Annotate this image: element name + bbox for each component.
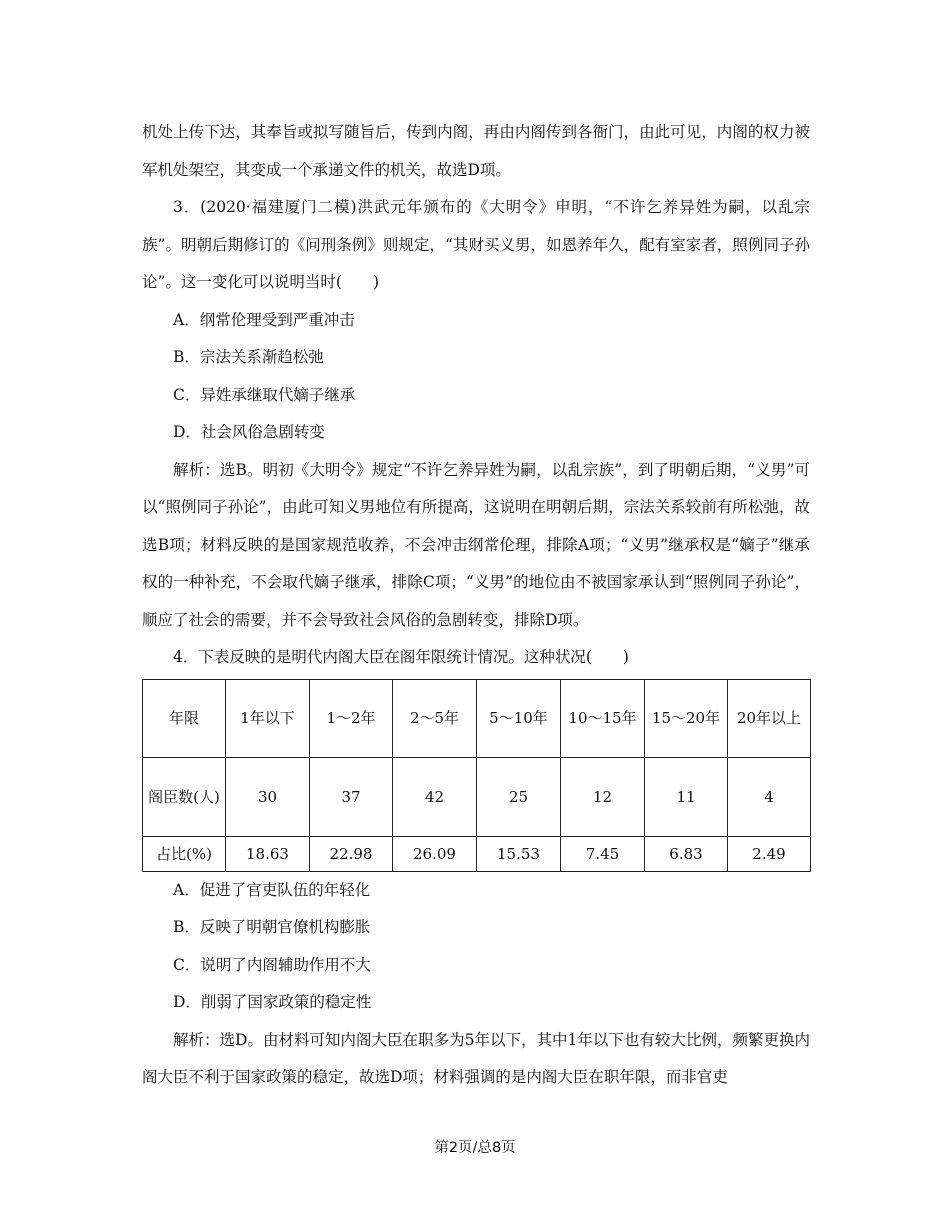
table-cell: 7.45	[561, 836, 645, 871]
page-footer: 第2页/总8页	[434, 1140, 516, 1156]
question-4-option-c: C．说明了内阁辅助作用不大	[173, 955, 371, 974]
question-3-option-a: A．纲常伦理受到严重冲击	[173, 310, 355, 329]
table-header-row	[143, 679, 811, 757]
table-cell: 阁臣数(人)	[143, 757, 226, 836]
question-3-option-d: D．社会风俗急剧转变	[173, 423, 325, 441]
question-3-option-c: C．异姓承继取代嫡子继承	[173, 385, 356, 404]
table-row	[143, 836, 811, 871]
table-cell: 4	[728, 757, 811, 836]
question-4-stem: 4．下表反映的是明代内阁大臣在阁年限统计情况。这种状况( )	[173, 648, 629, 666]
question-4-analysis: 解析：选D。由材料可知内阁大臣在职多为5年以下，其中1年以下也有较大比例，频繁更换内阁大臣不利于国家政策的稳定，故选D项；材料强调的是内阁大臣在职年限，而非官吏	[142, 1030, 810, 1086]
table-cell: 11	[645, 757, 728, 836]
table-cell: 12	[561, 757, 645, 836]
table-header-cell: 2～5年	[393, 679, 477, 757]
table-header-cell: 1年以下	[226, 679, 310, 757]
table-header-cell: 年限	[143, 679, 226, 757]
table-cell: 6.83	[645, 836, 728, 871]
cabinet-tenure-table	[142, 679, 811, 872]
table-header-cell: 20年以上	[728, 679, 811, 757]
table-header-cell: 10～15年	[561, 679, 645, 757]
table-row	[143, 757, 811, 836]
table-header-cell: 5～10年	[477, 679, 561, 757]
table-cell: 26.09	[393, 836, 477, 871]
question-4-option-a: A．促进了官吏队伍的年轻化	[173, 880, 371, 899]
previous-analysis-continuation: 机处上传下达，其奉旨或拟写随旨后，传到内阁，再由内阁传到各衙门，由此可见，内阁的权力被军机处架空，其变成一个承递文件的机关，故选D项。	[142, 123, 810, 179]
question-3-option-b: B．宗法关系渐趋松弛	[173, 348, 324, 366]
table-header-cell: 1～2年	[310, 679, 393, 757]
table-cell: 30	[226, 757, 310, 836]
question-3-analysis: 解析：选B。明初《大明令》规定“不许乞养异姓为嗣，以乱宗族”，到了明朝后期，“义男”可以“照例同子孙论”，由此可知义男地位有所提高，这说明在明朝后期，宗法关系较前有所松弛，故选B项；材料反映的是国家规范收养，不会冲击纲常伦理，排除A项；“义男”继承权是“嫡子”继承权的一种补充，不会取代嫡子继承，排除C项；“义男”的地位由不被国家承认到“照例同子孙论”，顺应了社会的需要，并不会导致社会风俗的急剧转变，排除D项。	[142, 460, 810, 629]
table-cell: 占比(%)	[143, 836, 226, 871]
table-cell: 42	[393, 757, 477, 836]
table-cell: 15.53	[477, 836, 561, 871]
question-4-option-d: D．削弱了国家政策的稳定性	[173, 993, 372, 1011]
table-header-cell: 15～20年	[645, 679, 728, 757]
table-cell: 2.49	[728, 836, 811, 871]
table-cell: 18.63	[226, 836, 310, 871]
table-cell: 25	[477, 757, 561, 836]
table-cell: 22.98	[310, 836, 393, 871]
page-content	[142, 114, 810, 1097]
question-3-stem: 3．(2020·福建厦门二模)洪武元年颁布的《大明令》申明，“不许乞养异姓为嗣，以乱宗族”。明朝后期修订的《问刑条例》则规定，“其财买义男，如恩养年久，配有室家者，照例同子孙论”。这一变化可以说明当时( )	[142, 198, 810, 291]
question-4-option-b: B．反映了明朝官僚机构膨胀	[173, 918, 371, 936]
table-cell: 37	[310, 757, 393, 836]
